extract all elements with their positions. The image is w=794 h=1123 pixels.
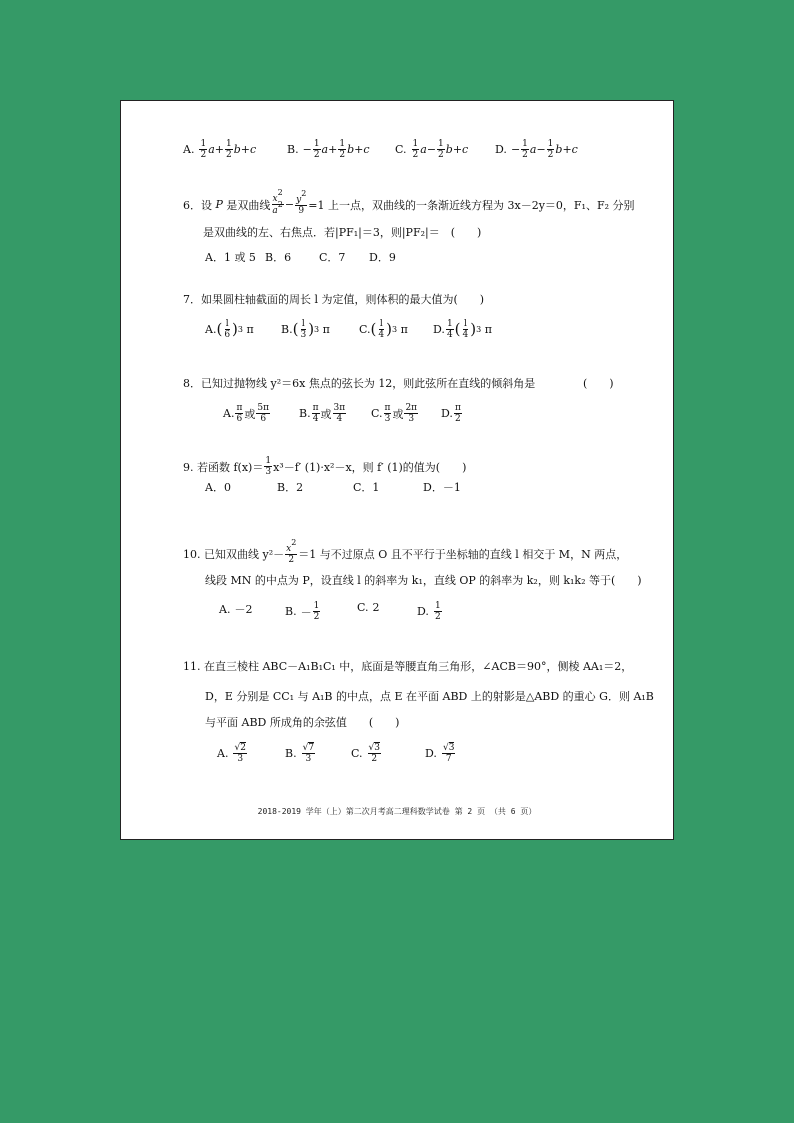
q5-option-d: D. − 1 2 a − 1 2 b + c [495,139,578,160]
q7-option-a: A. ( l 6 ) 3 π [205,319,254,340]
option-label: B. [287,143,299,156]
option-label: D. [433,323,445,336]
q6-option-a: A．1 或 5 [205,251,256,264]
q6-point: P [215,198,223,211]
q6-option-d: D．9 [369,251,396,264]
fraction: 5π 6 [257,403,270,424]
q10-text-tail: ＝1 与不过原点 O 且不平行于坐标轴的直线 l 相交于 M，N 两点， [298,548,628,561]
option-label: A. [223,407,235,420]
fraction: 1 2 [313,139,320,160]
fraction: √2 3 [234,743,246,764]
fraction: √7 3 [302,743,315,764]
fraction: √3 2 [368,743,381,764]
q7-option-b: B. ( l 3 ) 3 π [281,319,330,340]
option-label: D. [441,407,453,420]
option-label: C. [395,143,407,156]
option-label: D. [417,605,429,618]
q6-option-b: B．6 [265,251,292,264]
q6-number: 6．设 [183,198,212,212]
fraction: 1 2 [438,139,444,160]
option-label: C. [371,407,383,420]
q8-option-c: C. π 3 或 2π 3 [371,403,418,424]
q11-line2: D，E 分别是 CC₁ 与 A₁B 的中点，点 E 在平面 ABD 上的射影是△ABD 的重心 G．则 A₁B [205,690,654,703]
q10-line2: 线段 MN 的中点为 P，设直线 l 的斜率为 k₁，直线 OP 的斜率为 k₂，则 k₁k₂ 等于( ) [205,574,642,587]
q9-text-tail: x³－f′ (1)·x²－x，则 f′ (1)的值为( ) [273,460,467,474]
fraction: 1 3 [265,456,272,477]
q9-text: 9. 若函数 f(x)＝ [183,460,264,474]
option-label: B. [285,605,297,618]
q11-line3: 与平面 ABD 所成角的余弦值 ( ) [205,716,400,729]
q8-stem: 8．已知过抛物线 y²＝6x 焦点的弦长为 12，则此弦所在直线的倾斜角是 [183,377,536,390]
exam-page [120,100,674,840]
option-label: A. [183,143,195,156]
q7-option-c: C. ( l 4 ) 3 π [359,319,408,340]
q10-option-d [417,601,443,622]
fraction: π 2 [454,403,461,424]
q6-line2: 是双曲线的左、右焦点．若|PF₁|＝3，则|PF₂|＝ ( ) [203,226,482,239]
fraction: 1 4 [446,319,453,340]
q11-option-c [351,743,382,764]
q7-option-d: D. 1 4 ( l 4 ) 3 π [433,319,492,340]
fraction: 3π 4 [333,403,346,424]
q11-option-a [217,743,248,764]
fraction: √3 7 [442,743,455,764]
q11-option-d [425,743,456,764]
fraction: 2π 3 [405,403,418,424]
fraction: l 6 [224,319,231,340]
fraction: 1 2 [412,139,419,160]
option-label: D. [425,747,437,760]
q5-option-c: C. 1 2 a − 1 2 b + c [395,139,469,160]
q5-option-a: A. 1 2 a + 1 2 b + c [183,139,257,160]
q5-option-b: B. − 1 2 a + 1 2 b + c [287,139,370,160]
fraction: 1 2 [547,139,554,160]
fraction: $x^2$ $a^2$ [272,188,283,216]
option-label: B. [299,407,311,420]
option-label: D. [495,143,507,156]
fraction: 1 2 [313,601,320,622]
fraction: 1 2 [225,139,232,160]
fraction: $\frac{y^2}{9}$ [296,188,307,216]
q10-option-a: A. －2 [219,602,253,616]
q10-option-b: B. － 1 2 [285,601,320,622]
q7-stem: 7．如果圆柱轴截面的周长 l 为定值，则体积的最大值为( ) [183,293,485,306]
q10-stem [183,538,628,565]
q8-option-b: B. π 4 或 3π 4 [299,403,346,424]
fraction: 1 2 [339,139,346,160]
q6-text-tail: =1 上一点，双曲线的一条渐近线方程为 3x－2y＝0，F₁、F₂ 分别 [308,198,635,212]
fraction: π 6 [236,403,243,424]
q9-option-a: A．0 [205,481,231,494]
q11-line1: 11. 在直三棱柱 ABC－A₁B₁C₁ 中，底面是等腰直角三角形，∠ACB＝90°，侧棱 AA₁＝2， [183,660,633,673]
fraction: l 3 [300,319,307,340]
q9-stem [183,456,466,477]
option-label: A. [219,602,231,616]
q6-text: 是双曲线 [226,198,271,212]
fraction: 1 2 [200,139,207,160]
fraction: l 4 [378,319,385,340]
option-label: C. [351,747,363,760]
q11-option-b [285,743,316,764]
option-label: C. [357,601,369,614]
fraction: π 4 [312,403,319,424]
q6-stem: 6．设 P 是双曲线 $x^2$ $a^2$ − $\frac{y^2}{9}$ =1 上一点，双曲线的一条渐近线方程为 3x－2y＝0，F₁、F₂ 分别 [183,188,635,216]
q9-option-d: D．－1 [423,481,461,494]
fraction: 1 2 [522,139,528,160]
q8-answer-paren: ( ) [583,377,614,390]
q10-option-c: C. 2 [357,601,380,614]
q9-option-b: B．2 [277,481,304,494]
option-label: C. [359,323,371,336]
option-label: A. [205,323,217,336]
option-label: A. [217,747,229,760]
fraction: 1 2 [434,601,441,622]
option-label: B. [281,323,293,336]
q6-option-c: C．7 [319,251,346,264]
option-label: B. [285,747,297,760]
fraction: $x^2$ 2 [286,538,297,565]
fraction: l 4 [462,319,469,340]
q8-option-a: A. π 6 或 5π 6 [223,403,270,424]
q9-option-c: C．1 [353,481,380,494]
q10-text: 10. 已知双曲线 y²－ [183,548,285,561]
page-footer: 2018-2019 学年（上）第二次月考高二理科数学试卷 第 2 页 （共 6 页） [257,807,537,816]
fraction: π 3 [384,403,391,424]
q8-option-d [441,403,463,424]
